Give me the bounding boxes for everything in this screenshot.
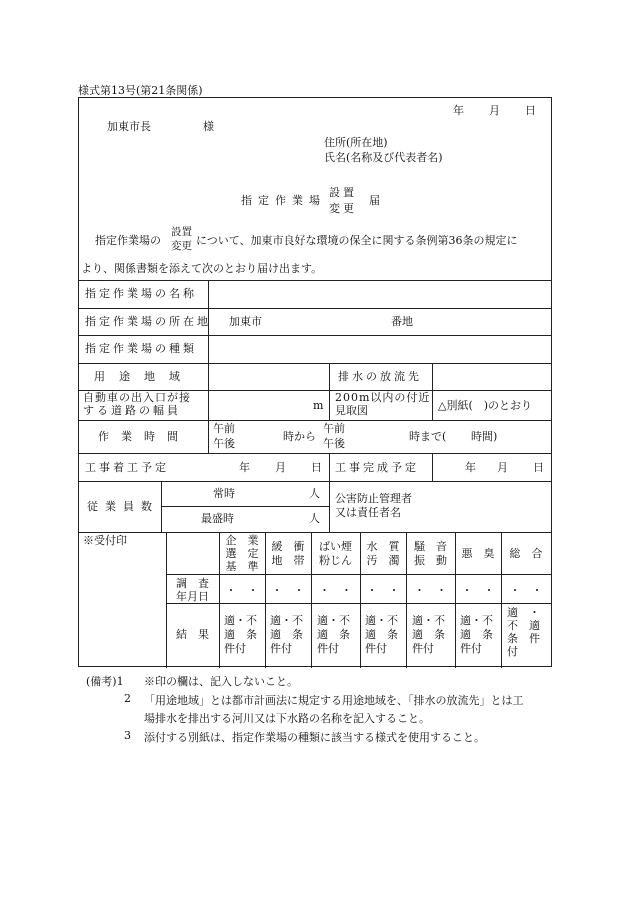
location-banchi: 番地 [391, 315, 413, 328]
result-cell: 適・不 適 条 件付 [412, 614, 445, 655]
date-day: 日 [525, 104, 536, 117]
type-label: 指定作業場の種類 [85, 342, 197, 355]
result-cell-total: 適 ・ 不 適 条 件 付 [507, 606, 540, 658]
map-label-line1: 200m以内の付近 [335, 391, 431, 404]
survey-label-line1: 調 査 [176, 577, 209, 590]
survey-dots: ・ ・ [366, 584, 400, 597]
employees-label: 従業員数 [87, 500, 159, 513]
result-cell: 適・不 適 条 件付 [224, 614, 257, 655]
note-2-text: 「用途地域」とは都市計画法に規定する用途地域を、「排水の放流先」とは工 [144, 694, 524, 707]
manager-label-line1: 公害防止管理者 [335, 492, 412, 505]
date-year: 年 [453, 104, 464, 117]
survey-label-line2: 年月日 [176, 590, 209, 603]
survey-dots: ・ ・ [461, 584, 495, 597]
finish-day: 日 [533, 461, 544, 474]
map-label-line2: 見取図 [335, 404, 368, 417]
note-3-number: 3 [124, 729, 131, 742]
addressee-honorific: 様 [203, 120, 214, 133]
note-1-text: ※印の欄は、記入しないこと。 [144, 675, 298, 688]
title-option-setup: 設置 [329, 186, 357, 199]
survey-dots: ・ ・ [509, 584, 543, 597]
title-prefix: 指定作業場 [241, 194, 326, 207]
finish-label: 工事完成予定 [335, 461, 419, 474]
intro-prefix: 指定作業場の [95, 234, 161, 247]
name-label: 指定作業場の名称 [85, 287, 197, 300]
location-city: 加東市 [229, 315, 262, 328]
start-year: 年 [239, 461, 250, 474]
title-option-change: 変更 [329, 202, 357, 215]
survey-dots: ・ ・ [271, 584, 305, 597]
start-label: 工事着工予定 [85, 461, 169, 474]
intro-line1: について、加東市良好な環境の保全に関する条例第36条の規定に [196, 234, 518, 247]
col-header-water: 水 質 汚 濁 [366, 540, 400, 567]
road-label-line2: する道路の幅員 [83, 404, 181, 417]
manager-label-line2: 又は責任者名 [335, 506, 401, 519]
map-value: △別紙( )のとおり [438, 399, 533, 412]
survey-dots: ・ ・ [225, 584, 259, 597]
intro-option-setup: 設置 [171, 226, 192, 238]
intro-option-change: 変更 [171, 240, 192, 252]
note-2-text-cont: 場排水を排出する河川又は下水路の名称を記入すること。 [144, 712, 430, 725]
hours-pm-1: 午後 [213, 437, 235, 450]
form-label: 様式第13号(第21条関係) [78, 84, 203, 97]
note-2-number: 2 [124, 692, 131, 705]
finish-month: 月 [497, 461, 508, 474]
finish-year: 年 [465, 461, 476, 474]
result-cell: 適・不 適 条 件付 [365, 614, 398, 655]
applicant-address: 住所(所在地) [324, 136, 388, 149]
date-month: 月 [489, 104, 500, 117]
employees-regular: 常時 [213, 487, 235, 500]
road-label-line1: 自動車の出入口が接 [83, 391, 191, 404]
employees-regular-unit: 人 [309, 487, 320, 500]
reception-label: ※受付印 [83, 534, 127, 547]
col-header-noise: 騒 音 振 動 [414, 540, 447, 567]
col-header-smoke: ばい煙 粉じん [319, 540, 352, 567]
title-suffix: 届 [369, 194, 380, 207]
start-day: 日 [311, 461, 322, 474]
employees-max: 最盛時 [201, 512, 234, 525]
road-unit: m [313, 399, 324, 412]
hours-pm-2: 午後 [323, 437, 345, 450]
result-cell: 適・不 適 条 件付 [460, 614, 493, 655]
col-header-buffer: 緩 衝 地 帯 [271, 540, 305, 567]
col-header-enterprise: 企 業 選 定 基 準 [225, 534, 259, 573]
drain-label: 排水の放流先 [338, 370, 422, 383]
note-3-text: 添付する別紙は、指定作業場の種類に該当する様式を使用すること。 [144, 731, 485, 744]
hours-until: 時まで( [409, 430, 447, 443]
hours-am-1: 午前 [213, 422, 235, 435]
addressee-name: 加東市長 [107, 120, 151, 133]
col-header-total: 総 合 [509, 547, 543, 560]
hours-am-2: 午前 [323, 422, 345, 435]
result-cell: 適・不 適 条 件付 [270, 614, 303, 655]
employees-max-unit: 人 [309, 512, 320, 525]
intro-line2: より、関係書類を添えて次のとおり届け出ます。 [81, 262, 323, 275]
applicant-name: 氏名(名称及び代表者名) [324, 151, 443, 164]
result-label: 結 果 [176, 628, 209, 641]
hours-unit: 時間) [471, 430, 498, 443]
col-header-odor: 悪 臭 [461, 547, 495, 560]
hours-from: 時から [283, 430, 316, 443]
hours-label: 作業時間 [98, 430, 190, 443]
start-month: 月 [275, 461, 286, 474]
note-1-number: (備考)1 [86, 675, 124, 688]
result-cell: 適・不 適 条 件付 [317, 614, 350, 655]
location-label: 指定作業場の所在地 [85, 315, 211, 328]
notification-form [78, 97, 552, 667]
survey-dots: ・ ・ [414, 584, 447, 597]
zone-label: 用途地域 [94, 370, 194, 383]
survey-dots: ・ ・ [319, 584, 352, 597]
